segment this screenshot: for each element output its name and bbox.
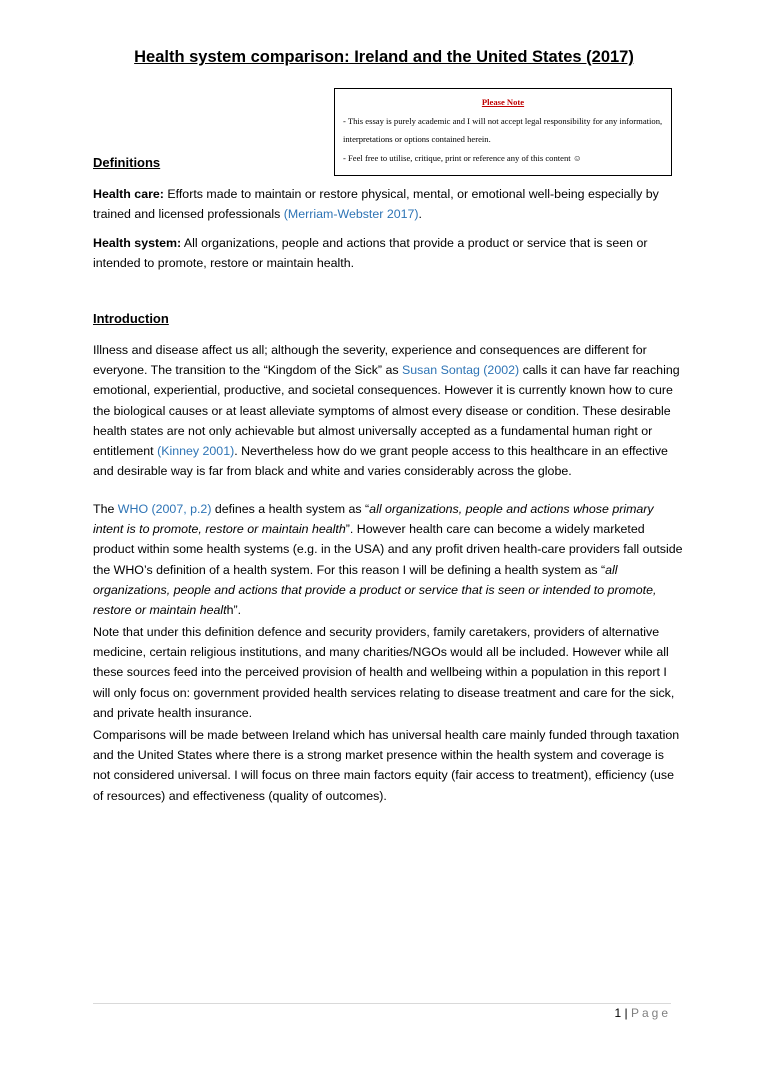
definition-health-care <box>93 184 683 224</box>
paragraph-text: h”. <box>226 603 242 618</box>
quoted-definition: all organizations, people and actions that provide a product or service that is seen or intended to promote, restore or maintain healt <box>93 562 657 618</box>
citation-link[interactable]: (Kinney 2001) <box>157 444 235 459</box>
disclaimer-line-2: - Feel free to utilise, critique, print or reference any of this content ☺ <box>343 152 582 163</box>
document-title: Health system comparison: Ireland and the United States (2017) <box>134 48 634 66</box>
paragraph-text: Illness and disease affect us all; although the severity, experience and consequences are different for everyone. The transition to the “Kingdom of the Sick” as <box>93 343 647 378</box>
page-number: 1 <box>614 1006 622 1020</box>
disclaimer-title: Please Note <box>481 97 525 107</box>
citation-link[interactable]: (Merriam-Webster 2017) <box>283 207 419 222</box>
intro-paragraph-3: Note that under this definition defence and security providers, family caretakers, providers of alternative medicine, certain religious institutions, and many charities/NGOs would all be included. However while all these sources feed into the perceived provision of health and wellbeing within a population in this report I will only focus on: government provided health services relating to disease treatment and care for the sick, and private health insurance. <box>93 625 675 720</box>
definition-end: . <box>418 207 422 222</box>
intro-paragraph-2 <box>93 499 683 620</box>
disclaimer-box <box>334 88 672 176</box>
intro-paragraph-4: Comparisons will be made between Ireland which has universal health care mainly funded through taxation and the United States where there is a strong market presence within the health system and coverage is not considered universal. I will focus on three main factors equity (fair access to treatment), efficiency (use of resources) and effectiveness (quality of outcomes). <box>93 728 680 803</box>
page-footer <box>614 1006 671 1020</box>
citation-link[interactable]: WHO (2007, p.2) <box>117 502 212 516</box>
paragraph-text: calls it can have far reaching emotional, experiential, productive, and societal consequences. However it is currently known how to cure the biological causes or at least alleviate symptoms of almost every disease or condition. These desirable health states are not only achievable but almost universally accepted as a fundamental human right or entitlement <box>93 363 680 459</box>
disclaimer-line-1: - This essay is purely academic and I will not accept legal responsibility for any information, interpretations or options contained herein. <box>343 115 663 144</box>
term-health-care: Health care: <box>93 187 164 201</box>
term-health-system: Health system: <box>93 236 182 250</box>
quoted-definition: all organizations, people and actions whose primary intent is to promote, restore or maintain health <box>93 502 654 537</box>
citation-link[interactable]: Susan Sontag (2002) <box>402 363 520 378</box>
paragraph-text: The <box>93 502 118 516</box>
paragraph-text: . Nevertheless how do we grant people access to this healthcare in an effective and desirable way is far from black and white and varies considerably across the globe. <box>93 444 668 479</box>
introduction-heading: Introduction <box>93 311 169 326</box>
intro-paragraph-1 <box>93 340 683 481</box>
page-label: Page <box>630 1006 671 1020</box>
definitions-heading: Definitions <box>93 155 161 170</box>
definition-text: Efforts made to maintain or restore physical, mental, or emotional well-being especially by trained and licensed professionals <box>93 187 659 222</box>
paragraph-text: defines a health system as “ <box>211 502 370 516</box>
footer-separator: | <box>624 1006 628 1020</box>
paragraph-text: ”. However health care can become a widely marketed product within some health systems (e.g. in the USA) and any profit driven health-care providers fall outside the WHO’s definition of a health system. For this reason I will be defining a health system as “ <box>93 522 683 577</box>
definition-health-system <box>93 233 683 273</box>
footer-divider <box>93 1003 671 1004</box>
definition-text: All organizations, people and actions that provide a product or service that is seen or intended to promote, restore or maintain health. <box>93 236 648 271</box>
